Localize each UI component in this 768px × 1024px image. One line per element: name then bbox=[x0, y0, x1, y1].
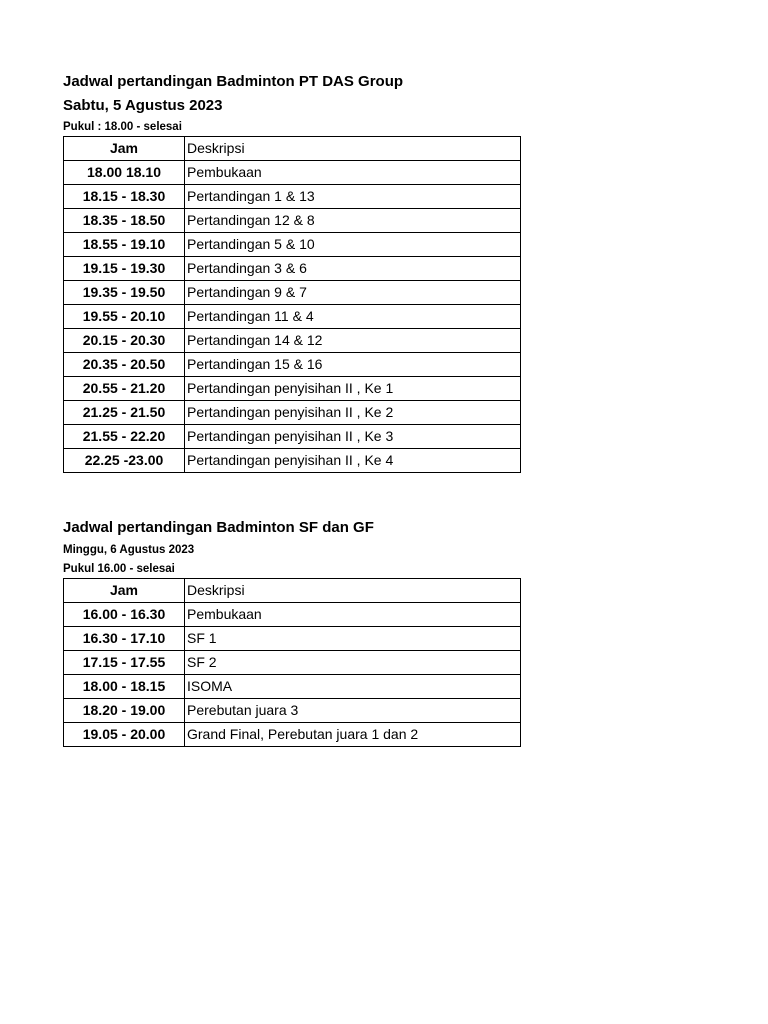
description-cell: Pertandingan 5 & 10 bbox=[185, 233, 521, 257]
section-date: Minggu, 6 Agustus 2023 bbox=[63, 544, 195, 556]
schedule-section-sunday bbox=[63, 516, 521, 747]
table-row bbox=[64, 377, 521, 401]
description-cell: Pertandingan 14 & 12 bbox=[185, 329, 521, 353]
table-row bbox=[64, 209, 521, 233]
description-cell: Pertandingan penyisihan II , Ke 3 bbox=[185, 425, 521, 449]
time-cell: 17.15 - 17.55 bbox=[64, 651, 185, 675]
description-cell: Pertandingan penyisihan II , Ke 1 bbox=[185, 377, 521, 401]
table-row bbox=[64, 449, 521, 473]
description-cell: Pertandingan 15 & 16 bbox=[185, 353, 521, 377]
table-row bbox=[64, 651, 521, 675]
table-row bbox=[64, 699, 521, 723]
table-header-row bbox=[64, 137, 521, 161]
table-row bbox=[64, 425, 521, 449]
time-cell: 18.20 - 19.00 bbox=[64, 699, 185, 723]
time-cell: 18.15 - 18.30 bbox=[64, 185, 185, 209]
table-header-row bbox=[64, 579, 521, 603]
time-cell: 21.25 - 21.50 bbox=[64, 401, 185, 425]
table-row bbox=[64, 675, 521, 699]
description-cell: Pembukaan bbox=[185, 161, 521, 185]
schedule-table bbox=[63, 136, 521, 473]
schedule-section-saturday bbox=[63, 70, 521, 473]
time-cell: 16.00 - 16.30 bbox=[64, 603, 185, 627]
description-cell: Pertandingan 11 & 4 bbox=[185, 305, 521, 329]
column-header-jam: Jam bbox=[64, 137, 185, 161]
time-cell: 22.25 -23.00 bbox=[64, 449, 185, 473]
section-title: Jadwal pertandingan Badminton SF dan GF bbox=[63, 519, 374, 536]
section-title: Jadwal pertandingan Badminton PT DAS Group bbox=[63, 73, 404, 90]
table-row bbox=[64, 257, 521, 281]
description-cell: ISOMA bbox=[185, 675, 521, 699]
table-row bbox=[64, 353, 521, 377]
description-cell: Pertandingan 9 & 7 bbox=[185, 281, 521, 305]
table-row bbox=[64, 305, 521, 329]
description-cell: Perebutan juara 3 bbox=[185, 699, 521, 723]
section-date: Sabtu, 5 Agustus 2023 bbox=[63, 97, 223, 114]
schedule-table-body bbox=[64, 603, 521, 747]
time-cell: 19.05 - 20.00 bbox=[64, 723, 185, 747]
time-cell: 16.30 - 17.10 bbox=[64, 627, 185, 651]
description-cell: Pertandingan penyisihan II , Ke 4 bbox=[185, 449, 521, 473]
table-row bbox=[64, 281, 521, 305]
section-time-note: Pukul : 18.00 - selesai bbox=[63, 121, 182, 133]
description-cell: Pertandingan 12 & 8 bbox=[185, 209, 521, 233]
section-time-note: Pukul 16.00 - selesai bbox=[63, 563, 175, 575]
time-cell: 18.00 - 18.15 bbox=[64, 675, 185, 699]
time-cell: 20.35 - 20.50 bbox=[64, 353, 185, 377]
column-header-deskripsi: Deskripsi bbox=[185, 137, 521, 161]
schedule-table bbox=[63, 578, 521, 747]
time-cell: 21.55 - 22.20 bbox=[64, 425, 185, 449]
table-row bbox=[64, 401, 521, 425]
time-cell: 18.55 - 19.10 bbox=[64, 233, 185, 257]
time-cell: 18.35 - 18.50 bbox=[64, 209, 185, 233]
description-cell: Pertandingan 1 & 13 bbox=[185, 185, 521, 209]
time-cell: 20.15 - 20.30 bbox=[64, 329, 185, 353]
table-row bbox=[64, 161, 521, 185]
table-row bbox=[64, 723, 521, 747]
time-cell: 20.55 - 21.20 bbox=[64, 377, 185, 401]
table-row bbox=[64, 627, 521, 651]
column-header-jam: Jam bbox=[64, 579, 185, 603]
description-cell: SF 2 bbox=[185, 651, 521, 675]
column-header-deskripsi: Deskripsi bbox=[185, 579, 521, 603]
table-row bbox=[64, 603, 521, 627]
table-row bbox=[64, 185, 521, 209]
description-cell: SF 1 bbox=[185, 627, 521, 651]
time-cell: 18.00 18.10 bbox=[64, 161, 185, 185]
description-cell: Pertandingan 3 & 6 bbox=[185, 257, 521, 281]
description-cell: Grand Final, Perebutan juara 1 dan 2 bbox=[185, 723, 521, 747]
description-cell: Pertandingan penyisihan II , Ke 2 bbox=[185, 401, 521, 425]
time-cell: 19.55 - 20.10 bbox=[64, 305, 185, 329]
description-cell: Pembukaan bbox=[185, 603, 521, 627]
table-row bbox=[64, 233, 521, 257]
table-row bbox=[64, 329, 521, 353]
time-cell: 19.35 - 19.50 bbox=[64, 281, 185, 305]
time-cell: 19.15 - 19.30 bbox=[64, 257, 185, 281]
schedule-table-body bbox=[64, 161, 521, 473]
